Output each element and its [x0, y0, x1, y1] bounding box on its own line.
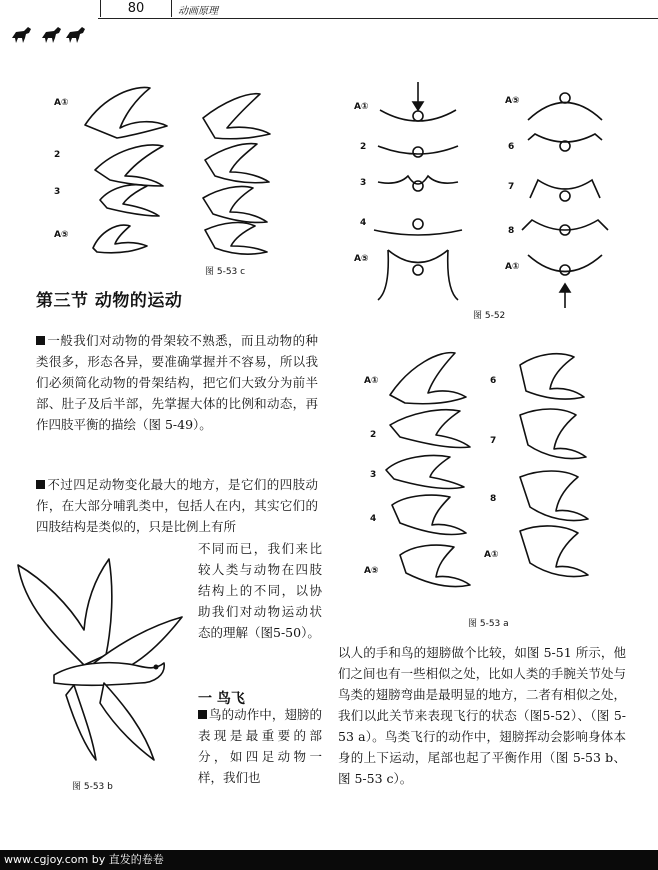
fig-52-right-label-3: 7: [508, 182, 515, 192]
footer-watermark: www.cgjoy.com by 直发的卷卷: [0, 850, 658, 870]
fig-a-right-label-3: 8: [490, 494, 497, 504]
fig-52-left-label-4: 4: [360, 218, 367, 228]
section-title: 第三节 动物的运动: [36, 291, 183, 311]
fig-52-left-label-5: A⑤: [354, 254, 369, 264]
fig-c-label-1: A①: [54, 98, 69, 108]
paragraph-1: [36, 330, 318, 435]
fig-a-right-label-1: 6: [490, 376, 497, 386]
fig-c-label-2: 2: [54, 150, 61, 160]
fig-a-left-label-5: A⑤: [364, 566, 379, 576]
fig-52-right-label-4: 8: [508, 226, 515, 236]
fig-52-right-label-2: 6: [508, 142, 515, 152]
figure-5-52: [360, 80, 630, 310]
fig-a-right-label-2: 7: [490, 436, 497, 446]
paragraph-marker: [198, 710, 207, 719]
paragraph-3-text: 鸟的动作中，翅膀的表现是最重要的部分，如四足动物一样，我们也: [198, 707, 322, 785]
fig-a-left-label-1: A①: [364, 376, 379, 386]
fig-a-left-label-3: 3: [370, 470, 377, 480]
paragraph-2: [36, 474, 318, 537]
fig-52-left-label-2: 2: [360, 142, 367, 152]
fig-c-label-3: 3: [54, 187, 61, 197]
horse-icons: [10, 24, 100, 46]
figure-5-53-c: [55, 80, 285, 260]
fig-52-right-label-5: A①: [505, 262, 520, 272]
fig-a-left-label-2: 2: [370, 430, 377, 440]
fig-52-left-label-1: A①: [354, 102, 369, 112]
paragraph-1-text: 一般我们对动物的骨架较不熟悉，而且动物的种类很多，形态各异，要准确掌握并不容易，所以我们必须简化动物的骨架结构，把它们大致分为前半部、肚子及后半部，先掌握大体的比例和动态，再作四肢平衡的描绘（图 5-49）。: [36, 333, 318, 432]
paragraph-3: [198, 704, 322, 788]
fig-a-caption: 图 5-53 a: [468, 619, 509, 629]
paragraph-2-continued: 不同而已，我们来比较人类与动物在四肢结构上的不同，以协助我们对动物运动状态的理解（图5-50）。: [198, 541, 322, 640]
subsection-title: 一 鸟飞: [198, 691, 245, 707]
fig-a-right-label-4: A①: [484, 550, 499, 560]
figure-5-53-a: [370, 345, 640, 610]
fig-52-right-label-1: A⑤: [505, 96, 520, 106]
page-number: 80: [100, 0, 172, 17]
paragraph-marker: [36, 480, 45, 489]
paragraph-4: 以人的手和鸟的翅膀做个比较，如图 5-51 所示，他们之间也有一些相似之处，比如人类的手腕关节处与鸟类的翅膀弯曲是最明显的地方，二者有相似之处，我们以此关节来表现飞行的状态（图5-52）、（图 5-53 a）。鸟类飞行的动作中，翅膀挥动会影响身体本身的上下运动，尾部也起了平衡作用（图 5-53 b、图 5-53 c）。: [338, 645, 626, 786]
fig-52-caption: 图 5-52: [473, 311, 506, 321]
figure-5-53-b: [14, 545, 189, 775]
fig-c-label-4: A⑤: [54, 230, 69, 240]
paragraph-marker: [36, 336, 45, 345]
fig-c-caption: 图 5-53 c: [205, 267, 246, 277]
fig-a-left-label-4: 4: [370, 514, 377, 524]
fig-52-left-label-3: 3: [360, 178, 367, 188]
fig-b-caption: 图 5-53 b: [72, 782, 113, 792]
running-title: 动画原理: [178, 6, 218, 17]
paragraph-2-text: 不过四足动物变化最大的地方，是它们的四肢动作，在大部分哺乳类中，包括人在内，其实它们的四肢结构是类似的，只是比例上有所: [36, 477, 318, 534]
